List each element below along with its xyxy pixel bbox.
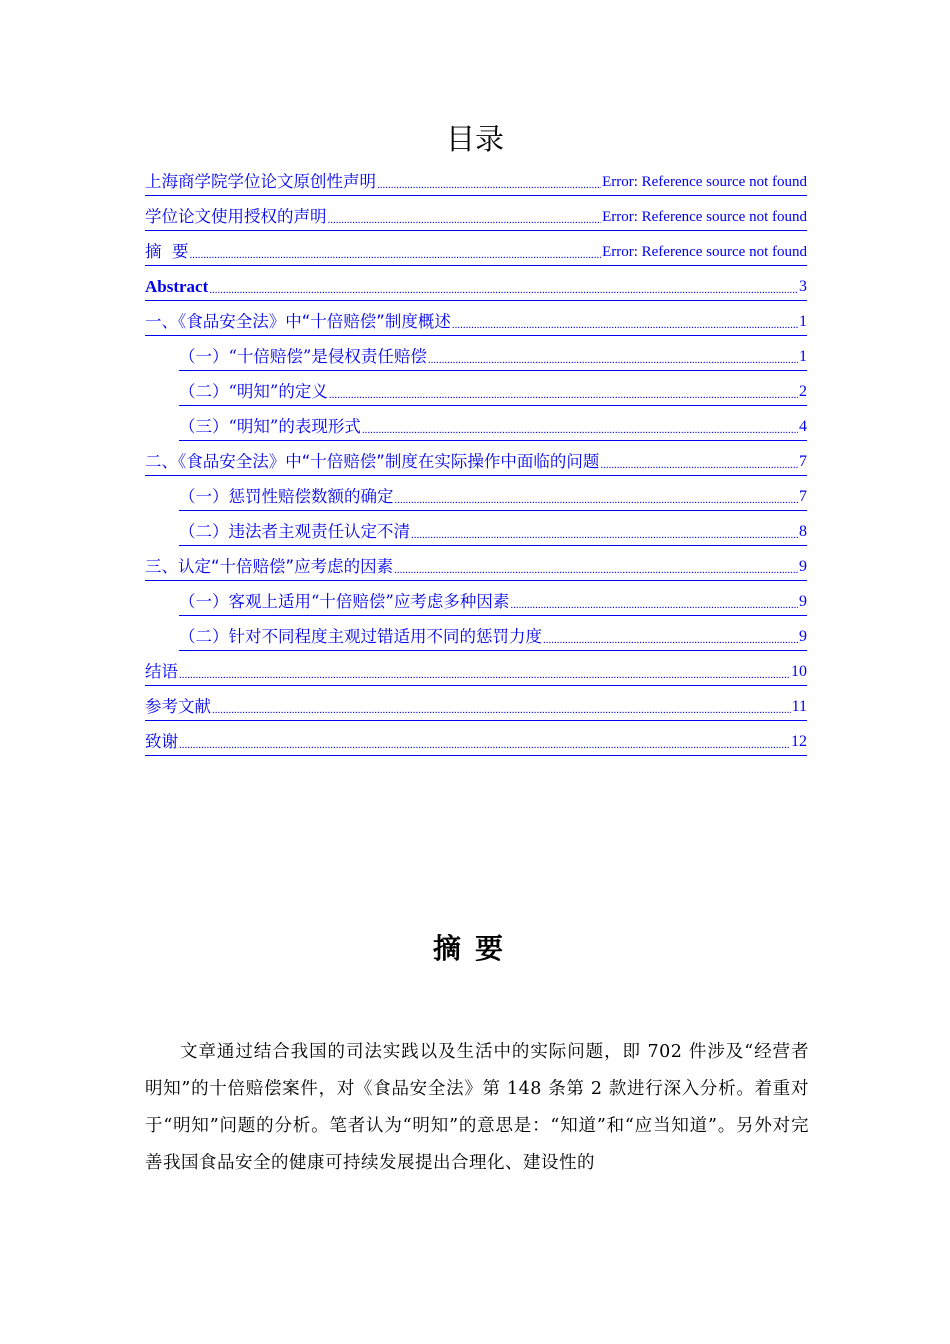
toc-entry-page: 10 bbox=[791, 663, 807, 680]
toc-entry-label: （二）针对不同程度主观过错适用不同的惩罚力度 bbox=[179, 627, 542, 646]
toc-leader-dots bbox=[394, 563, 798, 577]
toc-leader-dots bbox=[510, 598, 798, 612]
toc-entry-label: Abstract bbox=[145, 277, 209, 296]
toc-entry-page: 1 bbox=[799, 313, 807, 330]
toc-entry-label: （二）“明知”的定义 bbox=[179, 382, 328, 401]
toc-entry-section-1-3[interactable] bbox=[179, 406, 807, 441]
toc-entry-acknowledgements[interactable] bbox=[145, 721, 807, 756]
toc-leader-dots bbox=[179, 738, 790, 752]
toc-entry-section-3-2[interactable] bbox=[179, 616, 807, 651]
toc-leader-dots bbox=[362, 423, 798, 437]
toc-entry-section-3-1[interactable] bbox=[179, 581, 807, 616]
toc-entry-label: 三、认定“十倍赔偿”应考虑的因素 bbox=[145, 557, 394, 576]
toc-leader-dots bbox=[328, 213, 602, 227]
toc-entry-section-2-2[interactable] bbox=[179, 511, 807, 546]
toc-entry-page: 4 bbox=[799, 418, 807, 435]
toc-entry-originality-statement[interactable] bbox=[145, 161, 807, 196]
toc-leader-dots bbox=[209, 283, 798, 297]
toc-entry-label: 一、《食品安全法》中“十倍赔偿”制度概述 bbox=[145, 312, 451, 331]
toc-entry-label: 上海商学院学位论文原创性声明 bbox=[145, 172, 376, 191]
toc-entry-label: 结语 bbox=[145, 662, 178, 681]
toc-entry-references[interactable] bbox=[145, 686, 807, 721]
toc-entry-label: 致谢 bbox=[145, 732, 178, 751]
toc-entry-label: 参考文献 bbox=[145, 697, 211, 716]
toc-leader-dots bbox=[329, 388, 798, 402]
toc-leader-dots bbox=[428, 353, 798, 367]
toc-entry-page: 8 bbox=[799, 523, 807, 540]
toc-title: 目录 bbox=[445, 122, 504, 156]
toc-entry-page: 7 bbox=[799, 488, 807, 505]
toc-entry-label: （二）违法者主观责任认定不清 bbox=[179, 522, 410, 541]
toc-leader-dots bbox=[600, 458, 798, 472]
toc-leader-dots bbox=[179, 668, 790, 682]
toc-entry-chapter-2[interactable] bbox=[145, 441, 807, 476]
toc-entry-page: 9 bbox=[799, 558, 807, 575]
toc-leader-dots bbox=[543, 633, 798, 647]
toc-entry-page: 12 bbox=[791, 733, 807, 750]
toc-entry-section-2-1[interactable] bbox=[179, 476, 807, 511]
toc-entry-label: （一）客观上适用“十倍赔偿”应考虑多种因素 bbox=[179, 592, 510, 611]
toc-entry-chapter-1[interactable] bbox=[145, 301, 807, 336]
toc-entry-label: （一）惩罚性赔偿数额的确定 bbox=[179, 487, 394, 506]
toc-leader-dots bbox=[190, 248, 602, 262]
toc-entry-page: 2 bbox=[799, 383, 807, 400]
toc-entry-chapter-3[interactable] bbox=[145, 546, 807, 581]
toc-entry-page: 9 bbox=[799, 628, 807, 645]
toc-entry-page: 7 bbox=[799, 453, 807, 470]
toc-leader-dots bbox=[411, 528, 798, 542]
toc-leader-dots bbox=[212, 703, 791, 717]
toc-entry-conclusion[interactable] bbox=[145, 651, 807, 686]
abstract-title: 摘要 bbox=[432, 932, 517, 965]
toc-entry-section-1-2[interactable] bbox=[179, 371, 807, 406]
toc-entry-page: Error: Reference source not found bbox=[602, 174, 807, 190]
toc-entry-page: 9 bbox=[799, 593, 807, 610]
toc-entry-label: （三）“明知”的表现形式 bbox=[179, 417, 361, 436]
toc-leader-dots bbox=[452, 318, 798, 332]
toc-entry-page: Error: Reference source not found bbox=[602, 244, 807, 260]
toc-entry-label: 摘 要 bbox=[145, 242, 189, 261]
abstract-body: 文章通过结合我国的司法实践以及生活中的实际问题，即 702 件涉及“经营者明知”的十倍赔偿案件，对《食品安全法》第 148 条第 2 款进行深入分析。着重对于“明知”问题的分析。笔者认为“明知”的意思是：“知道”和“应当知道”。另外对完善我国食品安全的健康可持续发展提出合理化、建设性的 bbox=[145, 1042, 809, 1173]
toc-entry-abstract-cn[interactable] bbox=[145, 231, 807, 266]
toc-entry-label: 学位论文使用授权的声明 bbox=[145, 207, 327, 226]
toc-entry-abstract-en[interactable] bbox=[145, 266, 807, 301]
toc-entry-authorization-statement[interactable] bbox=[145, 196, 807, 231]
toc-entry-page: Error: Reference source not found bbox=[602, 209, 807, 225]
toc-entry-section-1-1[interactable] bbox=[179, 336, 807, 371]
toc-entry-label: （一）“十倍赔偿”是侵权责任赔偿 bbox=[179, 347, 427, 366]
toc-leader-dots bbox=[395, 493, 799, 507]
toc-entry-page: 3 bbox=[799, 278, 807, 295]
toc-entry-page: 1 bbox=[799, 348, 807, 365]
toc-entry-page: 11 bbox=[791, 698, 807, 715]
toc-leader-dots bbox=[377, 178, 601, 192]
toc-entry-label: 二、《食品安全法》中“十倍赔偿”制度在实际操作中面临的问题 bbox=[145, 452, 600, 471]
